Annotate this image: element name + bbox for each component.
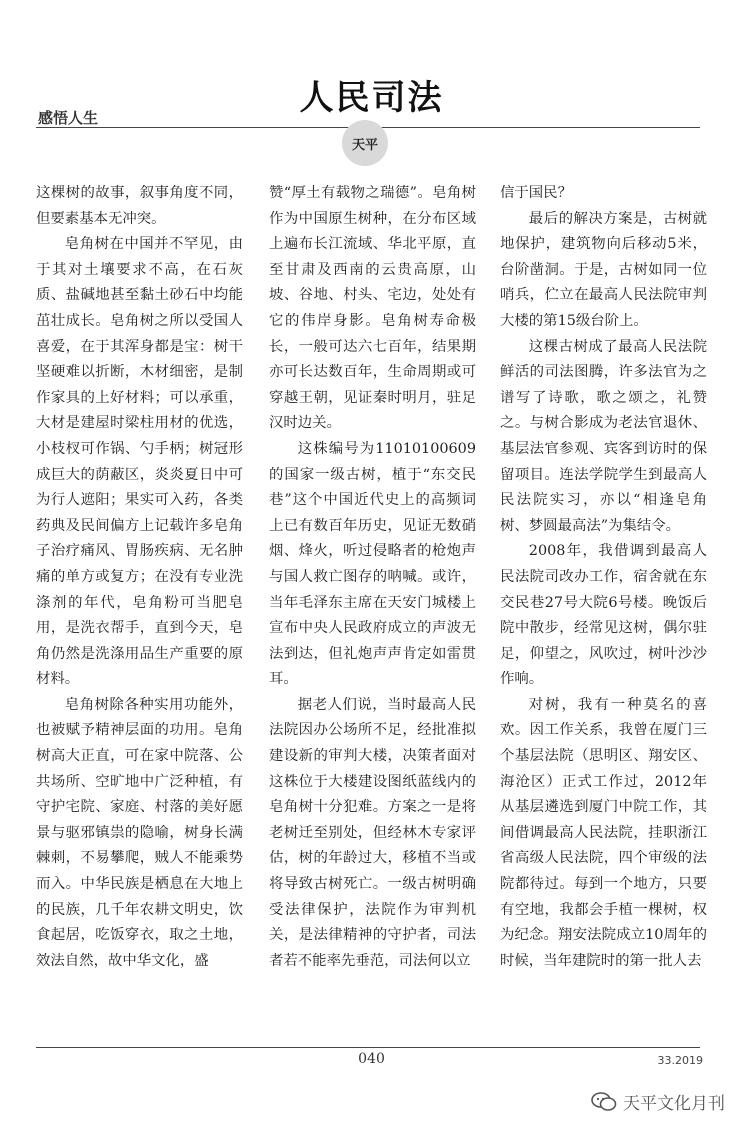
footer-rule	[36, 1047, 700, 1048]
paragraph: 这棵古树成了最高人民法院鲜活的司法图腾，许多法官为之谱写了诗歌，歌之颂之，礼赞之。与树合影成为老法官退休、基层法官参观、宾客到访时的保留项目。连法学院学生到最高人民法院实习，亦以“相逢皂角树、梦圆最高法”为集结令。	[500, 338, 707, 534]
paragraph: 皂角树在中国并不罕见，由于其对土壤要求不高，在石灰质、盐碱地甚至黏土砂石中均能茁壮成长。皂角树之所以受国人喜爱，在于其浑身都是宝：树干坚硬难以折断，木材细密，是制作家具的上好材料；可以承重，大材是建屋时梁柱用材的优选，小枝杈可作锅、勺手柄；树冠形成巨大的荫蔽区，炎炎夏日中可为行人遮阳；果实可入药，各类药典及民间偏方上记载许多皂角子治疗痛风、胃肠疾病、无名肿痛的单方或复方；在没有专业洗涤剂的年代，皂角粉可当肥皂用，是洗衣帮手，直到今天，皂角仍然是洗涤用品生产重要的原材料。	[36, 236, 243, 688]
text-column-2	[269, 181, 476, 974]
issue-number: 33.2019	[657, 1054, 703, 1067]
watermark-text: 天平文化月刊	[623, 1094, 725, 1114]
paragraph: 对树，我有一种莫名的喜欢。因工作关系，我曾在厦门三个基层法院（思明区、翔安区、海沧区）正式工作过，2012年从基层遴选到厦门中院工作，其间借调最高人民法院，挂职浙江省高级人民法院，四个审级的法院都待过。每到一个地方，只要有空地，我都会手植一棵树，权为纪念。翔安法院成立10周年的时候，当年建院时的第一批人去	[500, 696, 707, 969]
page-number: 040	[358, 1051, 385, 1067]
paragraph: 皂角树除各种实用功能外，也被赋予精神层面的功用。皂角树高大正直，可在家中院落、公共场所、空旷地中广泛种植，有守护宅院、家庭、村落的美好愿景与驱邪镇祟的隐喻，树身长满棘刺，不易攀爬，贼人不能乘势而入。中华民族是栖息在大地上的民族，几千年农耕文明史，饮食起居，吃饭穿衣，取之土地，效法自然，故中华文化，盛	[36, 696, 243, 969]
wechat-icon	[591, 1092, 617, 1112]
section-label: 感悟人生	[38, 109, 99, 127]
paragraph: 赞“厚土有载物之瑞德”。皂角树作为中国原生树种，在分布区域上遍布长江流域、华北平原，直至甘肃及西南的云贵高原，山坡、谷地、村头、宅边，处处有它的伟岸身影。皂角树寿命极长，一般可达六七百年，结果期亦可长达数百年，生命周期或可穿越王朝，见证秦时明月，驻足汉时边关。	[269, 185, 476, 432]
paragraph: 最后的解决方案是，古树就地保护，建筑物向后移动5米，台阶凿洞。于是，古树如同一位哨兵，伫立在最高人民法院审判大楼的第15级台阶上。	[500, 210, 707, 329]
paragraph: 这棵树的故事，叙事角度不同，但要素基本无冲突。	[36, 185, 243, 227]
paragraph: 据老人们说，当时最高人民法院因办公场所不足，经批准拟建设新的审判大楼，决策者面对这株位于大楼建设图纸蓝线内的皂角树十分犯难。方案之一是将老树迁至别处，但经林木专家评估，树的年龄过大，移植不当或将导致古树死亡。一级古树明确受法律保护，法院作为审判机关，是法律精神的守护者，司法者若不能率先垂范，司法何以立	[269, 696, 476, 969]
paragraph: 这株编号为11010100609的国家一级古树，植于“东交民巷”这个中国近代史上的高频词上已有数百年历史，见证无数硝烟、烽火，听过侵略者的枪炮声与国人救亡图存的呐喊。或许，当年毛泽东主席在天安门城楼上宣布中央人民政府成立的声波无法到达，但礼炮声声肯定如雷贯耳。	[269, 440, 476, 688]
watermark	[591, 1089, 725, 1114]
paragraph: 信于国民？	[500, 185, 572, 201]
text-column-1	[36, 181, 243, 974]
author-badge: 天平	[342, 120, 388, 166]
masthead-title: 人民司法	[299, 78, 444, 118]
paragraph: 2008年，我借调到最高人民法院司改办工作，宿舍就在东交民巷27号大院6号楼。晚饭后院中散步，经常见这树，偶尔驻足，仰望之，风吹过，树叶沙沙作响。	[500, 543, 707, 688]
text-column-3	[500, 181, 707, 974]
